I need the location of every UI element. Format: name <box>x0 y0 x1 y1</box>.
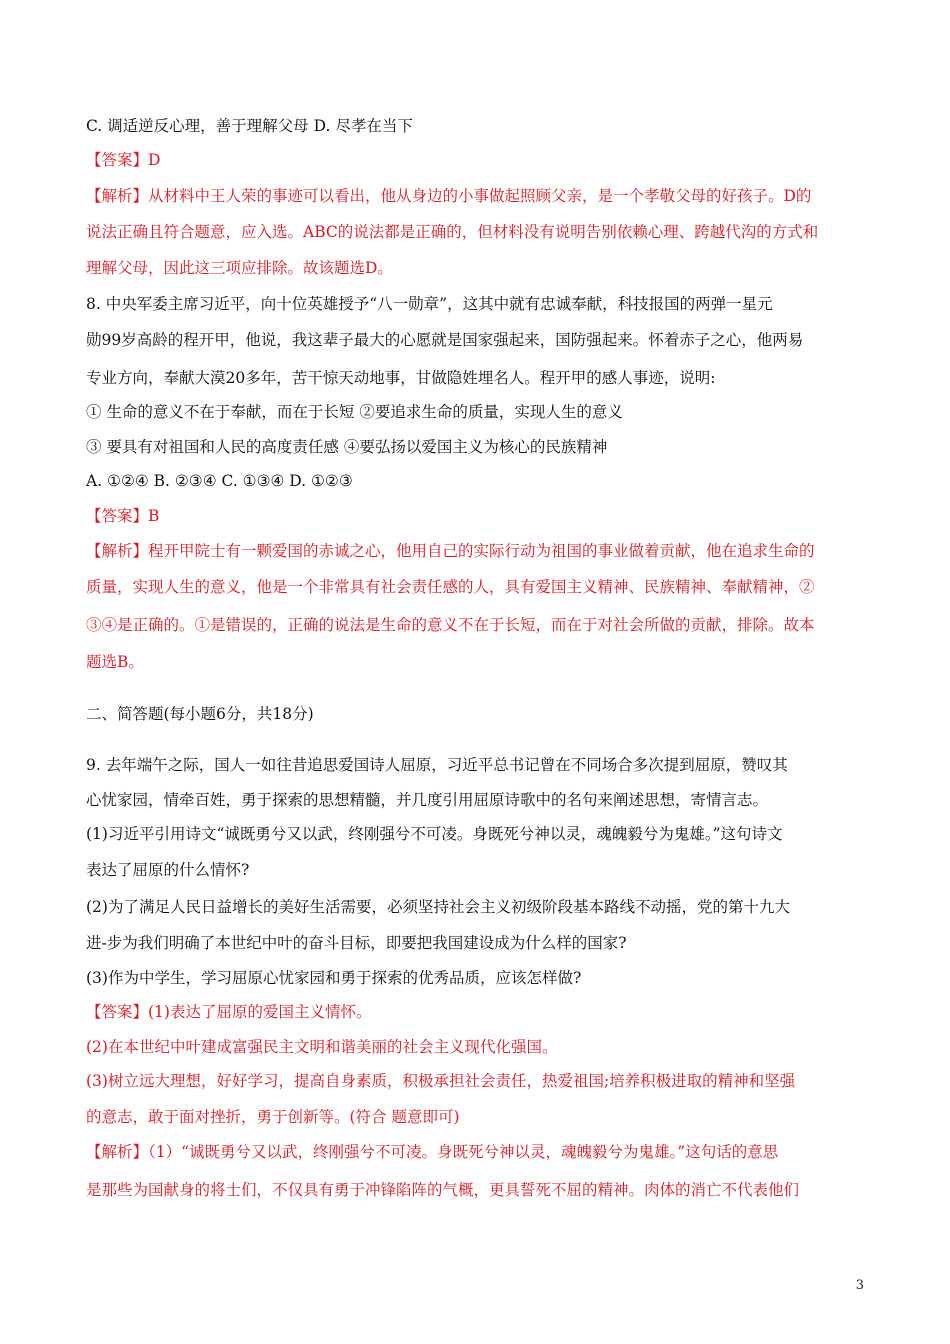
question-8-line3: 专业方向，奉献大漠20多年，苦干惊天动地事，甘做隐姓埋名人。程开甲的感人事迹，说明: <box>86 369 716 387</box>
answer-q9-part3-line2: 的意志，敢于面对挫折，勇于创新等。(符合 题意即可) <box>86 1108 460 1126</box>
page-number: 3 <box>855 1278 864 1293</box>
analysis-q8-line1: 【解析】程开甲院士有一颗爱国的赤诚之心，他用自己的实际行动为祖国的事业做着贡献，他在追求生命的 <box>86 542 815 560</box>
question-9-sub3: (3)作为中学生，学习屈原心忧家园和勇于探索的优秀品质，应该怎样做? <box>86 969 582 987</box>
question-8-statements-1-2: ① 生命的意义不在于奉献，而在于长短 ②要追求生命的质量，实现人生的意义 <box>86 403 623 421</box>
question-9-line1: 9. 去年端午之际，国人一如往昔追思爱国诗人屈原，习近平总书记曾在不同场合多次提到屈原，赞叹其 <box>86 756 788 774</box>
question-8-statements-3-4: ③ 要具有对祖国和人民的高度责任感 ④要弘扬以爱国主义为核心的民族精神 <box>86 438 608 456</box>
analysis-q7-line1: 【解析】从材料中王人荣的事迹可以看出，他从身边的小事做起照顾父亲，是一个孝敬父母的好孩子。D的 <box>86 187 812 205</box>
question-9-sub1-line2: 表达了屈原的什么情怀? <box>86 861 250 879</box>
question-9-sub2-line1: (2)为了满足人民日益增长的美好生活需要，必须坚持社会主义初级阶段基本路线不动摇，党的第十九大 <box>86 898 790 916</box>
analysis-q8-line4: 题选B。 <box>86 653 144 671</box>
analysis-q9-line2: 是那些为国献身的将士们，不仅具有勇于冲锋陷阵的气概，更具誓死不屈的精神。肉体的消亡不代表他们 <box>86 1181 800 1199</box>
analysis-q9-line1: 【解析】（1）“诚既勇兮又以武，终刚强兮不可凌。身既死兮神以灵，魂魄毅兮为鬼雄。”这句话的意思 <box>86 1143 779 1161</box>
question-8-options: A. ①②④ B. ②③④ C. ①③④ D. ①②③ <box>86 472 353 490</box>
answer-q9-part2: (2)在本世纪中叶建成富强民主文明和谐美丽的社会主义现代化强国。 <box>86 1038 558 1056</box>
text-line-option-c-d: C. 调适逆反心理，善于理解父母 D. 尽孝在当下 <box>86 117 413 135</box>
answer-label-q8: 【答案】B <box>86 507 160 525</box>
analysis-q8-line2: 质量，实现人生的意义，他是一个非常具有社会责任感的人，具有爱国主义精神、民族精神、奉献精神，② <box>86 578 815 596</box>
question-9-sub1-line1: (1)习近平引用诗文“诚既勇兮又以武，终刚强兮不可凌。身既死兮神以灵，魂魄毅兮为鬼雄。”这句诗文 <box>86 825 783 843</box>
analysis-q7-line2: 说法正确且符合题意，应入选。ABC的说法都是正确的，但材料没有说明告别依赖心理、跨越代沟的方式和 <box>86 223 819 241</box>
question-9-line2: 心忧家园，情牵百姓，勇于探索的思想精髓，并几度引用屈原诗歌中的名句来阐述思想，寄情言志。 <box>86 791 769 809</box>
analysis-q7-line3: 理解父母，因此这三项应排除。故该题选D。 <box>86 259 393 277</box>
answer-label-q7: 【答案】D <box>86 151 161 169</box>
question-8-line1: 8. 中央军委主席习近平，向十位英雄授予“八一勋章”，这其中就有忠诚奉献，科技报国的两弹一星元 <box>86 295 773 313</box>
answer-q9-part1: 【答案】(1)表达了屈原的爱国主义情怀。 <box>86 1003 372 1021</box>
section-heading-short-answer: 二、简答题(每小题6分，共18分) <box>86 705 314 723</box>
question-9-sub2-line2: 进-步为我们明确了本世纪中叶的奋斗目标，即要把我国建设成为什么样的国家? <box>86 934 627 952</box>
question-8-line2: 勋99岁高龄的程开甲，他说，我这辈子最大的心愿就是国家强起来，国防强起来。怀着赤子之心，他两易 <box>86 331 804 349</box>
answer-q9-part3-line1: (3)树立远大理想，好好学习，提高自身素质，积极承担社会责任，热爱祖国;培养积极进取的精神和坚强 <box>86 1072 796 1090</box>
analysis-q8-line3: ③④是正确的。①是错误的，正确的说法是生命的意义不在于长短，而在于对社会所做的贡献，排除。故本 <box>86 616 815 634</box>
